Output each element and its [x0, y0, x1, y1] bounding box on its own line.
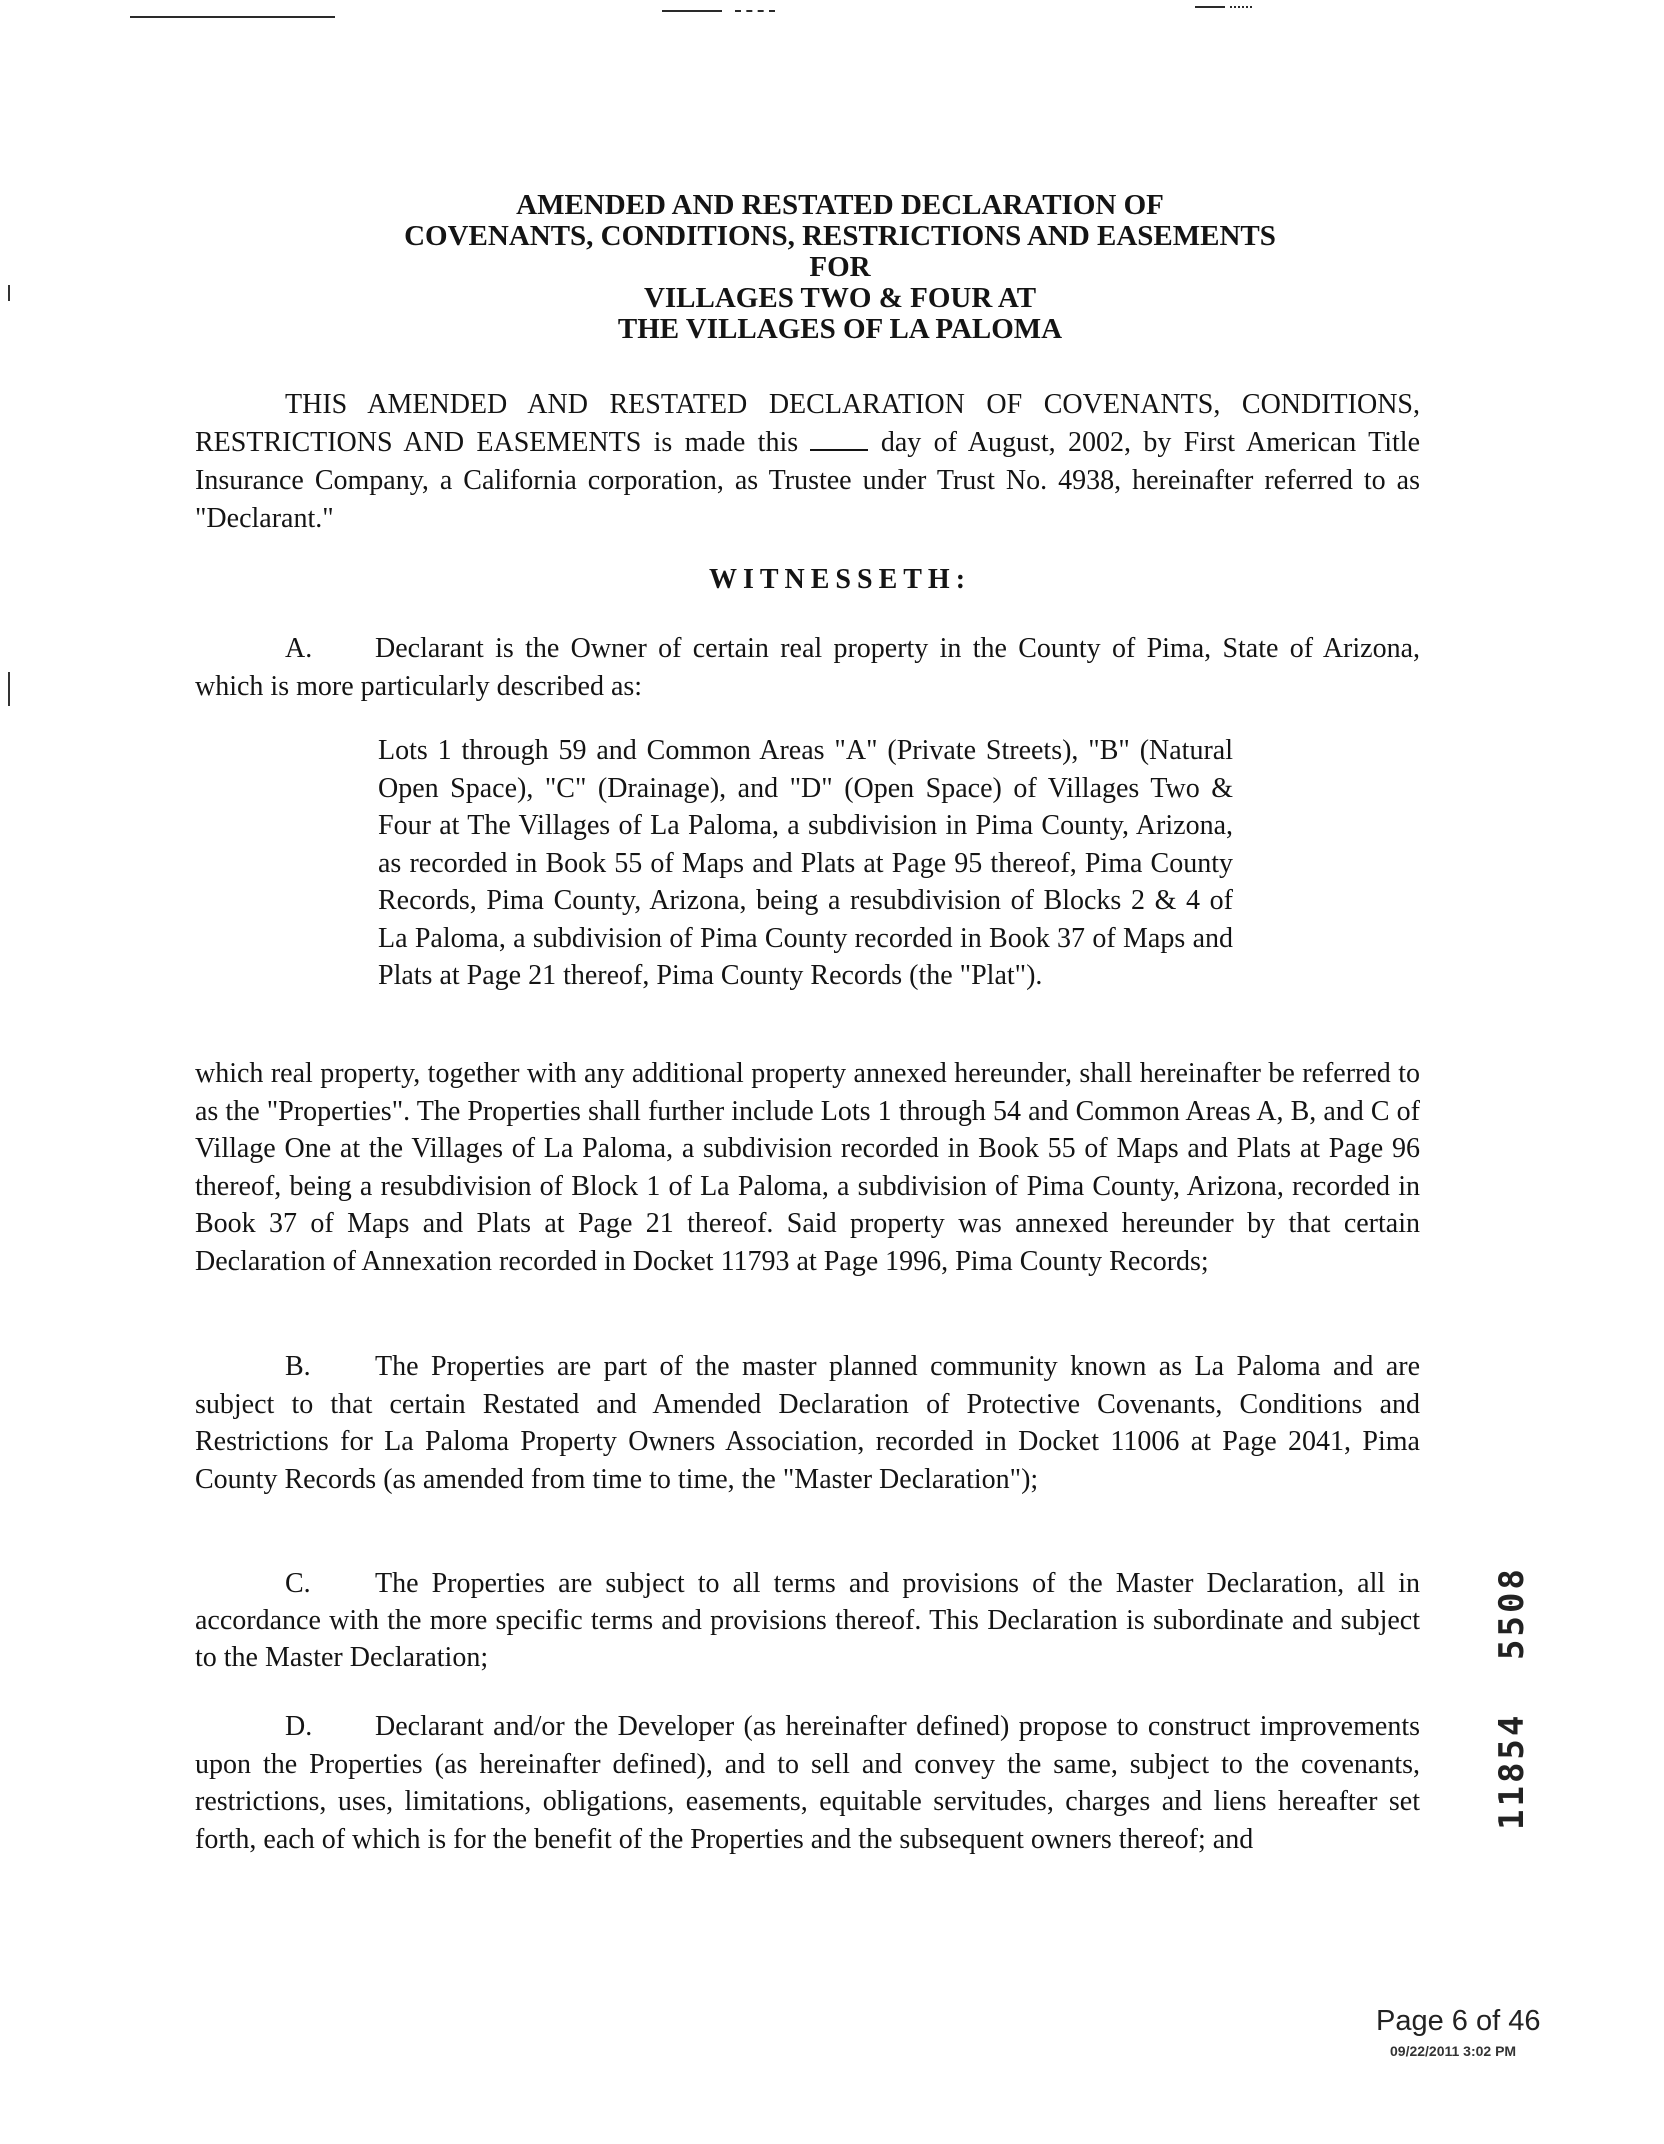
title-line: THE VILLAGES OF LA PALOMA [617, 313, 1063, 345]
recital-d [195, 1708, 1420, 1858]
recital-text: Declarant is the Owner of certain real property in the County of Pima, State of Arizona, which is more particularly described as: [195, 633, 1420, 702]
legal-description: Lots 1 through 59 and Common Areas "A" (Private Streets), "B" (Natural Open Space), "C" (Drainage), and "D" (Open Space) of Villages Two & Four at The Villages of La Paloma, a subdivision in Pima County, Arizona, as recorded in Book 55 of Maps and Plats at Page 95 thereof, Pima County Records, Pima County, Arizona, being a resubdivision of Blocks 2 & 4 of La Paloma, a subdivision of Pima County recorded in Book 37 of Maps and Plats at Page 21 thereof, Pima County Records (the "Plat"). [378, 735, 1233, 991]
print-timestamp: 09/22/2011 3:02 PM [1390, 2043, 1517, 2059]
docket-stamp-page: 5508 [1492, 1566, 1532, 1660]
recital-label: C. [285, 1568, 311, 1599]
recital-text: The Properties are subject to all terms and provisions of the Master Declaration, all in accordance with the more specific terms and provisions thereof. This Declaration is subordinate and subject to the Master Declaration; [195, 1568, 1420, 1673]
recital-text: Declarant and/or the Developer (as hereinafter defined) propose to construct improvements upon the Properties (as hereinafter defined), and to sell and convey the same, subject to the covenants, restrictions, uses, limitations, obligations, easements, equitable servitudes, charges and liens hereafter set forth, each of which is for the benefit of the Properties and the subsequent owners thereof; and [195, 1711, 1420, 1855]
date-blank [810, 427, 868, 451]
scan-artifact-line [130, 16, 335, 18]
title-line: FOR [809, 251, 871, 283]
intro-text-cont: day of August, 2002, by First American Title Insurance Company, a California corporation, as Trustee under Trust No. 4938, hereinafter referred to as "Declarant." [195, 427, 1420, 534]
recital-b [195, 1348, 1420, 1498]
recital-a [195, 630, 1420, 706]
properties-paragraph: which real property, together with any additional property annexed hereunder, shall hereinafter be referred to as the "Properties". The Properties shall further include Lots 1 through 54 and Common Areas A, B, and C of Village One at the Villages of La Paloma, a subdivision recorded in Book 55 of Maps and Plats at Page 96 thereof, being a resubdivision of Block 1 of La Paloma, a subdivision of Pima County, Arizona, recorded in Book 37 of Maps and Plats at Page 21 thereof. Said property was annexed hereunder by that certain Declaration of Annexation recorded in Docket 11793 at Page 1996, Pima County Records; [195, 1058, 1420, 1277]
recital-c [195, 1565, 1420, 1676]
document-title [250, 190, 1430, 345]
scan-artifact-tick [8, 285, 10, 301]
page-number: Page 6 of 46 [1376, 2005, 1541, 2037]
scan-artifact-line [662, 10, 722, 12]
title-line: VILLAGES TWO & FOUR AT [643, 282, 1037, 314]
intro-text: THIS AMENDED AND RESTATED DECLARATION OF COVENANTS, CONDITIONS, RESTRICTIONS AND EASEMENTS is made this [195, 389, 1420, 458]
docket-stamp-number: 11854 [1492, 1712, 1532, 1830]
recital-text: The Properties are part of the master planned community known as La Paloma and are subject to that certain Restated and Amended Declaration of Protective Covenants, Conditions and Restrictions for La Paloma Property Owners Association, recorded in Docket 11006 at Page 2041, Pima County Records (as amended from time to time, the "Master Declaration"); [195, 1351, 1420, 1495]
scan-artifact-tick [8, 672, 10, 706]
scan-artifact-line [735, 10, 775, 12]
scan-artifact-line [1230, 6, 1252, 8]
recital-label: A. [285, 633, 313, 664]
intro-paragraph [195, 386, 1420, 538]
title-line: COVENANTS, CONDITIONS, RESTRICTIONS AND EASEMENTS [404, 220, 1276, 252]
recital-label: D. [285, 1711, 313, 1742]
title-line: AMENDED AND RESTATED DECLARATION OF [516, 189, 1164, 221]
recital-label: B. [285, 1351, 311, 1382]
witnesseth-heading: WITNESSETH: [708, 564, 972, 595]
scan-artifact-line [1195, 6, 1225, 8]
